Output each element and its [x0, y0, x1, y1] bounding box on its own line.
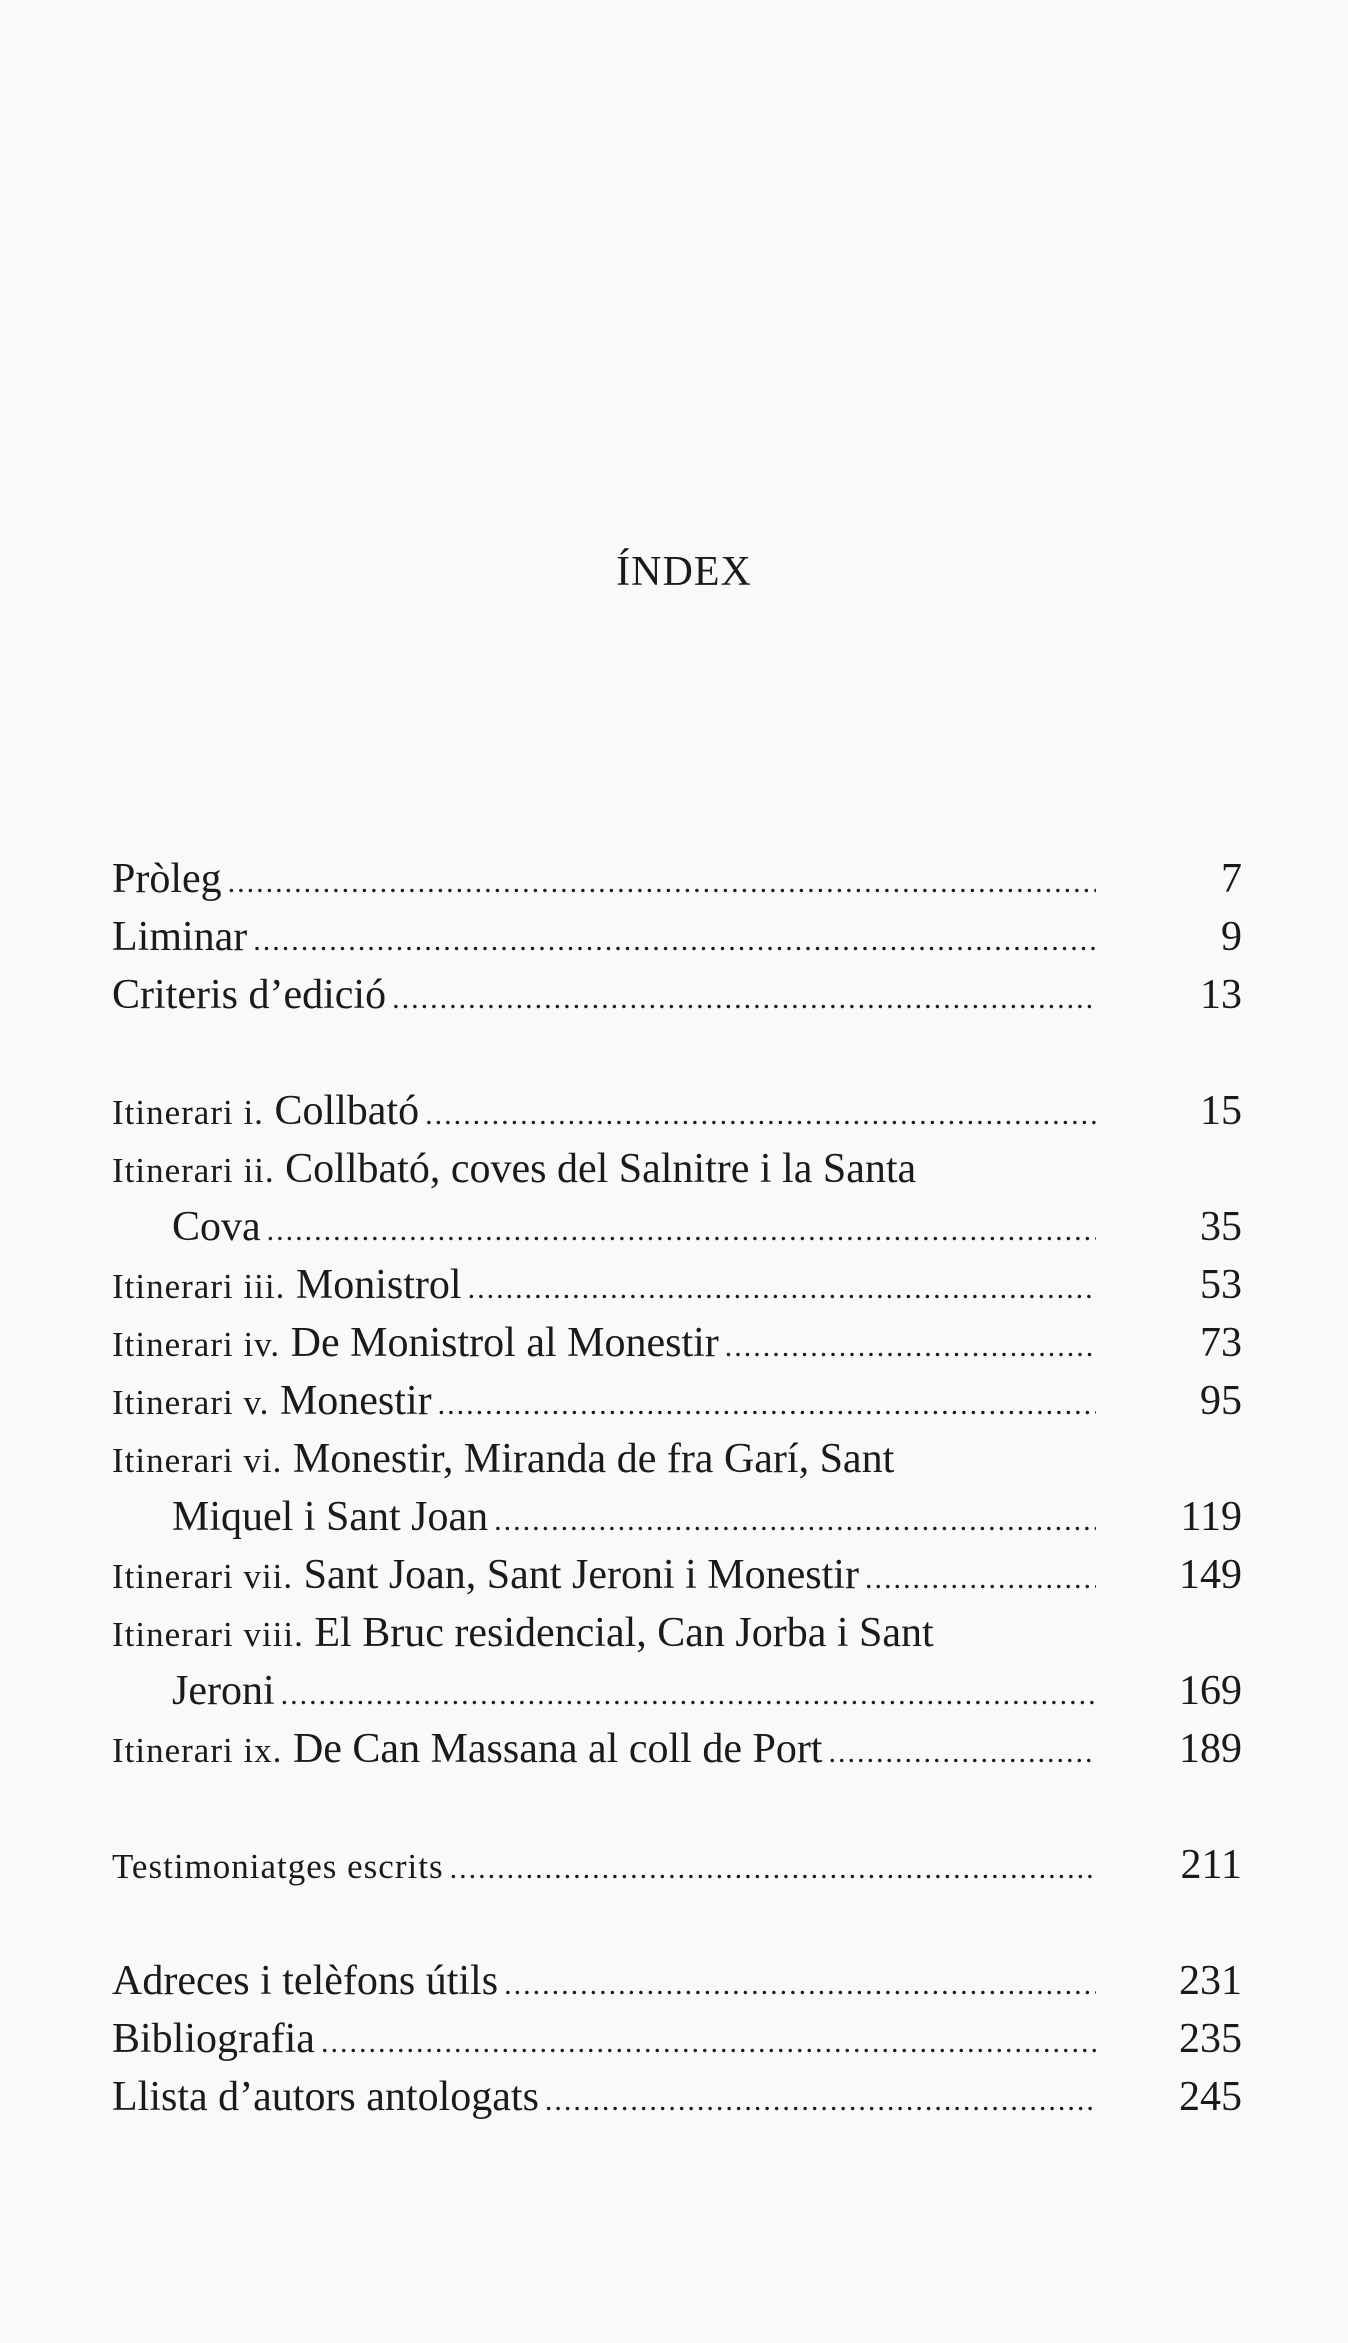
toc-entry — [112, 2068, 1242, 2126]
toc-entry-page: 35 — [1200, 1204, 1242, 1250]
itinerary-text: De Can Massana al coll de Port — [292, 1726, 823, 1772]
toc-entry — [112, 1720, 1242, 1778]
page-title: ÍNDEX — [616, 549, 752, 595]
toc-entry-page: 15 — [1200, 1088, 1242, 1134]
dot-leader — [545, 2072, 1096, 2130]
table-of-contents — [112, 850, 1242, 2126]
toc-entry — [112, 1372, 1242, 1430]
toc-entry-label: Llista d’autors antologats — [112, 2074, 539, 2120]
itinerary-prefix: Itinerari iv. — [112, 1325, 281, 1364]
itinerary-text: De Monistrol al Monestir — [290, 1320, 719, 1366]
toc-entry-continuation — [112, 1488, 1242, 1546]
toc-entry-label: Adreces i telèfons útils — [112, 1958, 499, 2004]
toc-entry-page: 119 — [1180, 1494, 1242, 1540]
toc-entry — [112, 1836, 1242, 1894]
toc-entry — [112, 1430, 1242, 1488]
toc-entry-label: Jeroni — [172, 1668, 275, 1714]
dot-leader — [865, 1550, 1096, 1608]
toc-entry-page: 13 — [1200, 972, 1242, 1018]
toc-entry-label — [112, 1372, 432, 1432]
dot-leader — [828, 1724, 1096, 1782]
toc-entry-label — [112, 1720, 822, 1780]
dot-leader — [281, 1666, 1096, 1724]
toc-entry-page: 189 — [1179, 1726, 1242, 1772]
toc-entry-page: 235 — [1179, 2016, 1242, 2062]
toc-entry-page: 95 — [1200, 1378, 1242, 1424]
toc-entry-page: 231 — [1179, 1958, 1242, 2004]
toc-entry-continuation — [112, 1198, 1242, 1256]
itinerary-prefix: Itinerari ii. — [112, 1151, 275, 1190]
toc-entry-page: 73 — [1200, 1320, 1242, 1366]
toc-entry — [112, 1314, 1242, 1372]
dot-leader — [228, 854, 1096, 912]
toc-entry-page: 245 — [1179, 2074, 1242, 2120]
itinerary-text: Monestir — [279, 1378, 432, 1424]
itinerary-text: Collbató, coves del Salnitre i la Santa — [285, 1146, 917, 1192]
dot-leader — [253, 912, 1096, 970]
itinerary-prefix: Itinerari i. — [112, 1093, 264, 1132]
toc-entry — [112, 1952, 1242, 2010]
itinerary-prefix: Itinerari iii. — [112, 1267, 286, 1306]
toc-entry-label — [112, 1604, 934, 1664]
itinerary-prefix: Itinerari ix. — [112, 1731, 283, 1770]
toc-entry-page: 53 — [1200, 1262, 1242, 1308]
toc-entry-label: Bibliografia — [112, 2016, 315, 2062]
toc-entry-continuation — [112, 1662, 1242, 1720]
toc-entry — [112, 2010, 1242, 2068]
toc-entry-label — [112, 1140, 916, 1200]
itinerary-text: Collbató — [274, 1088, 420, 1134]
toc-entry — [112, 966, 1242, 1024]
toc-entry-page: 149 — [1179, 1552, 1242, 1598]
toc-entry-label — [112, 1430, 894, 1490]
toc-entry — [112, 1546, 1242, 1604]
dot-leader — [468, 1260, 1096, 1318]
toc-entry-label — [112, 1256, 462, 1316]
toc-entry-label: Criteris d’edició — [112, 972, 387, 1018]
itinerary-text: Monestir, Miranda de fra Garí, Sant — [292, 1436, 895, 1482]
dot-leader — [267, 1202, 1096, 1260]
dot-leader — [725, 1318, 1096, 1376]
toc-entry-label: Liminar — [112, 914, 248, 960]
toc-entry-label — [112, 1314, 719, 1374]
itinerary-text: Sant Joan, Sant Jeroni i Monestir — [303, 1552, 859, 1598]
dot-leader — [450, 1840, 1096, 1898]
toc-entry — [112, 1140, 1242, 1198]
toc-entry-label: Cova — [172, 1204, 261, 1250]
itinerary-prefix: Itinerari v. — [112, 1383, 270, 1422]
itinerary-text: El Bruc residencial, Can Jorba i Sant — [314, 1610, 934, 1656]
toc-entry-label: Miquel i Sant Joan — [172, 1494, 489, 1540]
dot-leader — [425, 1086, 1096, 1144]
toc-entry-label — [112, 1082, 419, 1142]
toc-entry — [112, 1604, 1242, 1662]
toc-entry — [112, 1082, 1242, 1140]
dot-leader — [392, 970, 1096, 1028]
toc-entry — [112, 850, 1242, 908]
dot-leader — [438, 1376, 1096, 1434]
itinerary-text: Monistrol — [295, 1262, 462, 1308]
dot-leader — [504, 1956, 1096, 2014]
dot-leader — [321, 2014, 1096, 2072]
itinerary-prefix: Itinerari viii. — [112, 1615, 304, 1654]
toc-entry-page: 169 — [1179, 1668, 1242, 1714]
toc-entry — [112, 1256, 1242, 1314]
toc-entry-label: Testimoniatges escrits — [112, 1847, 444, 1886]
itinerary-prefix: Itinerari vi. — [112, 1441, 283, 1480]
toc-entry — [112, 908, 1242, 966]
toc-entry-page: 7 — [1221, 856, 1242, 902]
dot-leader — [494, 1492, 1096, 1550]
itinerary-prefix: Itinerari vii. — [112, 1557, 294, 1596]
toc-entry-page: 9 — [1221, 914, 1242, 960]
toc-entry-label: Pròleg — [112, 856, 222, 902]
toc-entry-label — [112, 1546, 859, 1606]
toc-entry-page: 211 — [1180, 1842, 1242, 1888]
